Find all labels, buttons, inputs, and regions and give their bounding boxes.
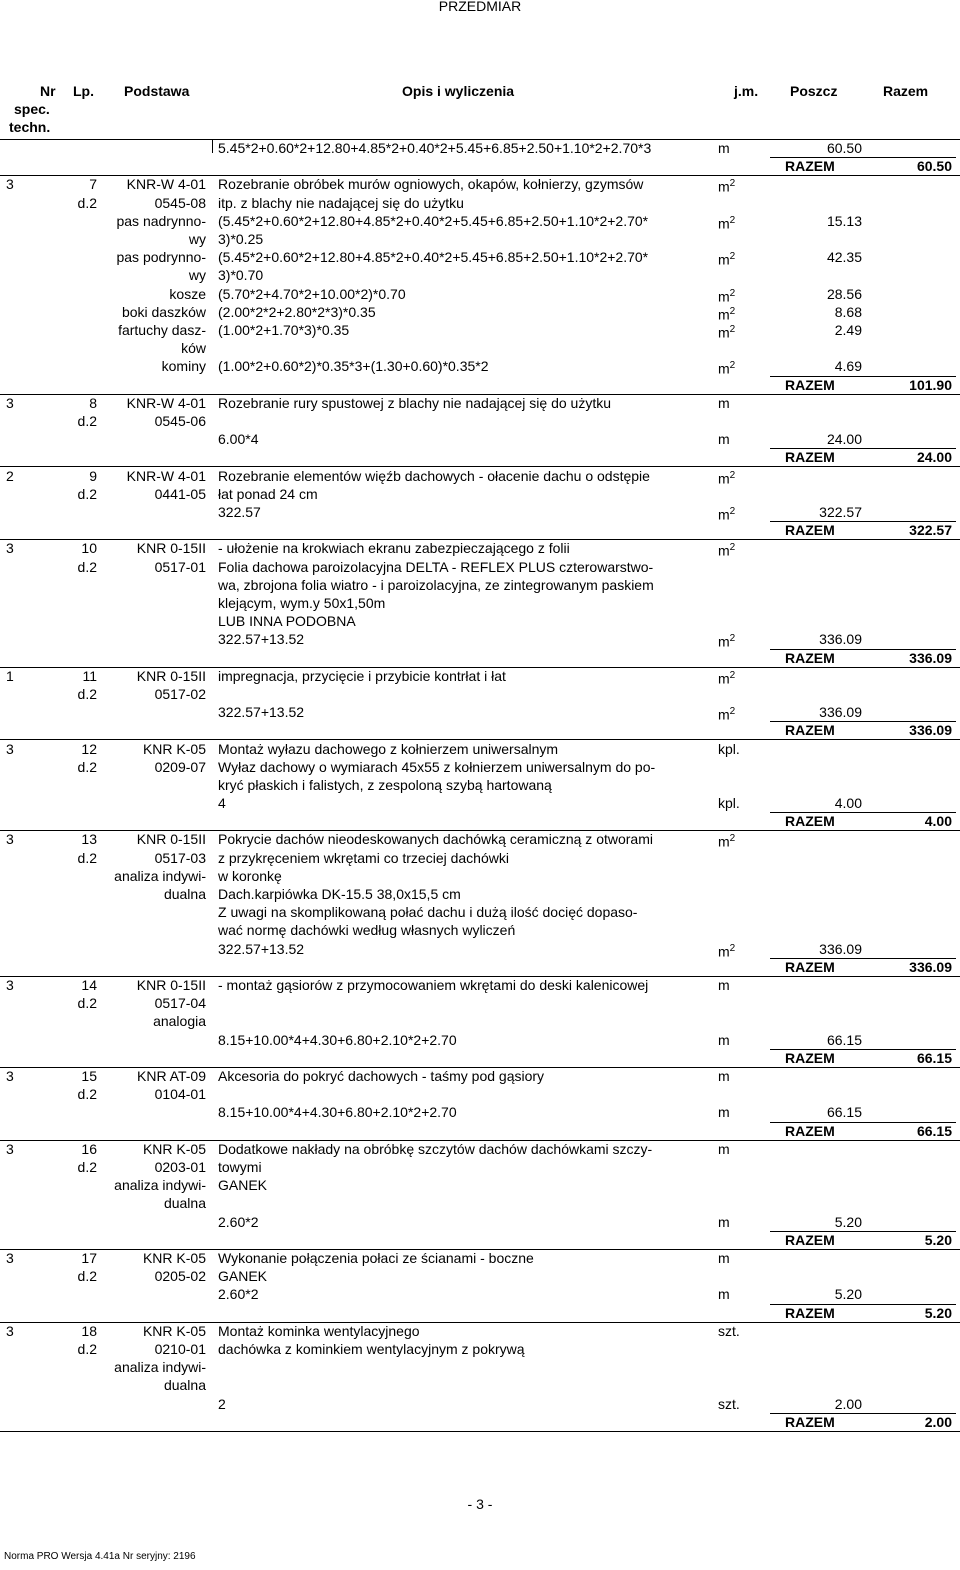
item-basis: KNR-W 4-01: [126, 395, 206, 411]
header-jm: j.m.: [734, 83, 759, 99]
item-unit: m: [718, 1032, 730, 1048]
item-description: towymi: [218, 1159, 262, 1175]
item-basis: KNR K-05: [142, 1250, 206, 1266]
razem-label: RAZEM: [785, 1123, 835, 1139]
item-basis: 0104-01: [154, 1086, 206, 1102]
item-partial: 2.00: [834, 1396, 862, 1412]
item-description: dachówka z kominkiem wentylacyjnym z pokrywą: [218, 1341, 525, 1357]
item-unit: $m^2$: [718, 178, 736, 195]
item-unit: $m^2$: [718, 670, 736, 687]
item-unit: $m^2$: [718, 470, 736, 487]
razem-label: RAZEM: [785, 959, 835, 975]
item-lp: 14: [81, 977, 97, 993]
item-unit: m: [718, 1250, 730, 1266]
item-partial: 24.00: [826, 431, 862, 447]
item-partial: 336.09: [819, 704, 862, 720]
item-basis: pas nadrynno-: [116, 213, 206, 229]
razem-value: 322.57: [909, 522, 952, 538]
item-spec-nr: 3: [6, 1250, 14, 1266]
header-divider-vertical: [212, 139, 213, 153]
item-unit: szt.: [718, 1396, 740, 1412]
item-description: klejącym, wym.y 50x1,50m: [218, 595, 386, 611]
item-description: (1.00*2+0.60*2)*0.35*3+(1.30+0.60)*0.35*2: [218, 358, 489, 374]
header-nr: Nr: [40, 83, 56, 99]
item-description: Montaż kominka wentylacyjnego: [218, 1323, 420, 1339]
item-separator: [0, 739, 960, 740]
item-unit: $m^2$: [718, 706, 736, 723]
item-description: 4: [218, 795, 226, 811]
item-basis: 0210-01: [154, 1341, 206, 1357]
item-description: (5.45*2+0.60*2+12.80+4.85*2+0.40*2+5.45+6.85+2.50+1.10*2+2.70*: [218, 213, 649, 229]
item-description: - ułożenie na krokwiach ekranu zabezpieczającego z folii: [218, 540, 570, 556]
total-line: [770, 1049, 956, 1050]
item-basis: KNR K-05: [142, 741, 206, 757]
item-unit: m: [718, 1068, 730, 1084]
razem-value: 24.00: [916, 449, 952, 465]
item-unit: m: [718, 1286, 730, 1302]
item-partial: 5.20: [834, 1286, 862, 1302]
header-opis: Opis i wyliczenia: [402, 83, 515, 99]
item-partial: 336.09: [819, 631, 862, 647]
header-poszcz: Poszcz: [790, 83, 838, 99]
item-description: Pokrycie dachów nieodeskowanych dachówką ceramiczną z otworami: [218, 831, 653, 847]
item-unit: m: [718, 1141, 730, 1157]
item-unit: $m^2$: [718, 324, 736, 341]
item-description: (5.70*2+4.70*2+10.00*2)*0.70: [218, 286, 406, 302]
item-description: 5.45*2+0.60*2+12.80+4.85*2+0.40*2+5.45+6.85+2.50+1.10*2+2.70*3: [218, 140, 652, 156]
item-description: w koronkę: [218, 868, 282, 884]
item-description: itp. z blachy nie nadającej się do użytku: [218, 195, 464, 211]
item-lp: 18: [81, 1323, 97, 1339]
item-description: impregnacja, przycięcie i przybicie kontrłat i łat: [218, 668, 506, 684]
item-partial: 5.20: [834, 1214, 862, 1230]
item-unit: $m^2$: [718, 360, 736, 377]
item-basis: KNR AT-09: [137, 1068, 206, 1084]
item-description: łat ponad 24 cm: [218, 486, 318, 502]
item-lp: 9: [89, 468, 97, 484]
total-line: [770, 649, 956, 650]
razem-label: RAZEM: [785, 449, 835, 465]
item-lp: d.2: [77, 195, 97, 211]
razem-label: RAZEM: [785, 377, 835, 393]
item-spec-nr: 3: [6, 741, 14, 757]
item-description: (1.00*2+1.70*3)*0.35: [218, 322, 350, 338]
item-lp: d.2: [77, 759, 97, 775]
razem-label: RAZEM: [785, 813, 835, 829]
item-description: 322.57+13.52: [218, 631, 305, 647]
item-spec-nr: 3: [6, 977, 14, 993]
item-unit: m: [718, 140, 730, 156]
item-description: (5.45*2+0.60*2+12.80+4.85*2+0.40*2+5.45+6.85+2.50+1.10*2+2.70*: [218, 249, 649, 265]
item-lp: d.2: [77, 850, 97, 866]
item-basis: fartuchy dasz-: [118, 322, 206, 338]
item-unit: $m^2$: [718, 633, 736, 650]
item-basis: KNR 0-15II: [136, 977, 206, 993]
item-partial: 60.50: [826, 140, 862, 156]
item-basis: dualna: [163, 1377, 206, 1393]
item-lp: d.2: [77, 486, 97, 502]
razem-value: 336.09: [909, 959, 952, 975]
item-basis: 0203-01: [154, 1159, 206, 1175]
item-basis: analiza indywi-: [114, 1359, 206, 1375]
item-basis: ków: [181, 340, 206, 356]
item-basis: 0209-07: [154, 759, 206, 775]
item-basis: KNR 0-15II: [136, 831, 206, 847]
razem-value: 2.00: [924, 1414, 952, 1430]
item-lp: 13: [81, 831, 97, 847]
item-basis: 0517-04: [154, 995, 206, 1011]
razem-label: RAZEM: [785, 522, 835, 538]
item-lp: 11: [82, 668, 97, 684]
item-lp: d.2: [77, 686, 97, 702]
item-partial: 336.09: [819, 941, 862, 957]
item-basis: 0517-01: [154, 559, 206, 575]
razem-label: RAZEM: [785, 650, 835, 666]
item-basis: 0517-02: [154, 686, 206, 702]
item-description: Rozebranie rury spustowej z blachy nie nadającej się do użytku: [218, 395, 611, 411]
total-line: [770, 1231, 956, 1232]
item-unit: m: [718, 1104, 730, 1120]
item-unit: $m^2$: [718, 542, 736, 559]
item-basis: pas podrynno-: [116, 249, 206, 265]
item-description: - montaż gąsiorów z przymocowaniem wkrętami do deski kalenicowej: [218, 977, 649, 993]
item-partial: 66.15: [826, 1104, 862, 1120]
header-podstawa: Podstawa: [124, 83, 190, 99]
item-partial: 8.68: [834, 304, 862, 320]
razem-label: RAZEM: [785, 1232, 835, 1248]
total-line: [770, 448, 956, 449]
item-description: Wykonanie połączenia połaci ze ścianami - boczne: [218, 1250, 534, 1266]
total-line: [770, 521, 956, 522]
document-title: PRZEDMIAR: [438, 0, 522, 14]
item-basis: KNR K-05: [142, 1323, 206, 1339]
item-basis: dualna: [163, 1195, 206, 1211]
item-separator: [0, 466, 960, 467]
razem-value: 336.09: [909, 722, 952, 738]
item-basis: wy: [188, 231, 206, 247]
total-line: [770, 812, 956, 813]
item-description: 6.00*4: [218, 431, 259, 447]
item-unit: m: [718, 1214, 730, 1230]
item-lp: d.2: [77, 413, 97, 429]
item-basis: KNR-W 4-01: [126, 176, 206, 192]
item-basis: dualna: [163, 886, 206, 902]
item-partial: 66.15: [826, 1032, 862, 1048]
item-lp: d.2: [77, 559, 97, 575]
razem-value: 336.09: [909, 650, 952, 666]
header-spec: spec.: [14, 101, 50, 117]
header-razem: Razem: [883, 83, 929, 99]
razem-value: 101.90: [909, 377, 952, 393]
total-line: [770, 1304, 956, 1305]
item-basis: analiza indywi-: [114, 868, 206, 884]
item-partial: 2.49: [834, 322, 862, 338]
item-description: wać normę dachówki według własnych wyliczeń: [218, 922, 516, 938]
item-partial: 322.57: [819, 504, 862, 520]
item-basis: analogia: [153, 1013, 206, 1029]
item-unit: $m^2$: [718, 306, 736, 323]
total-line: [770, 1413, 956, 1414]
item-lp: 15: [81, 1068, 97, 1084]
item-description: Dodatkowe nakłady na obróbkę szczytów dachów dachówkami szczy-: [218, 1141, 653, 1157]
razem-label: RAZEM: [785, 1414, 835, 1430]
item-spec-nr: 3: [6, 1323, 14, 1339]
item-spec-nr: 3: [6, 176, 14, 192]
item-description: LUB INNA PODOBNA: [218, 613, 356, 629]
total-line: [770, 958, 956, 959]
item-unit: $m^2$: [718, 943, 736, 960]
item-partial: 4.69: [834, 358, 862, 374]
footer-text: Norma PRO Wersja 4.41a Nr seryjny: 2196: [4, 1551, 196, 1562]
item-basis: kominy: [161, 358, 206, 374]
item-basis: kosze: [169, 286, 206, 302]
razem-value: 5.20: [924, 1305, 952, 1321]
item-description: 3)*0.25: [218, 231, 264, 247]
item-description: Wyłaz dachowy o wymiarach 45x55 z kołnierzem uniwersalnym do po-: [218, 759, 656, 775]
item-lp: 17: [81, 1250, 97, 1266]
item-unit: m: [718, 395, 730, 411]
item-description: Montaż wyłazu dachowego z kołnierzem uniwersalnym: [218, 741, 559, 757]
item-lp: 7: [89, 176, 97, 192]
item-unit: m: [718, 431, 730, 447]
razem-label: RAZEM: [785, 1305, 835, 1321]
item-basis: KNR K-05: [142, 1141, 206, 1157]
razem-value: 5.20: [924, 1232, 952, 1248]
item-basis: 0545-06: [154, 413, 206, 429]
item-spec-nr: 2: [6, 468, 14, 484]
item-spec-nr: 3: [6, 831, 14, 847]
item-lp: 16: [81, 1141, 97, 1157]
item-basis: 0205-02: [154, 1268, 206, 1284]
item-spec-nr: 3: [6, 395, 14, 411]
item-lp: d.2: [77, 995, 97, 1011]
total-line: [770, 376, 956, 377]
item-lp: 8: [89, 395, 97, 411]
razem-value: 66.15: [916, 1050, 952, 1066]
item-description: 8.15+10.00*4+4.30+6.80+2.10*2+2.70: [218, 1032, 457, 1048]
item-description: (2.00*2*2+2.80*2*3)*0.35: [218, 304, 376, 320]
item-basis: KNR 0-15II: [136, 540, 206, 556]
item-description: Rozebranie elementów więźb dachowych - ołacenie dachu o odstępie: [218, 468, 650, 484]
item-lp: d.2: [77, 1159, 97, 1175]
total-line: [770, 157, 956, 158]
razem-label: RAZEM: [785, 1050, 835, 1066]
item-basis: wy: [188, 267, 206, 283]
item-description: 2: [218, 1396, 226, 1412]
item-spec-nr: 1: [6, 668, 14, 684]
item-spec-nr: 3: [6, 540, 14, 556]
razem-label: RAZEM: [785, 722, 835, 738]
item-description: Z uwagi na skomplikowaną połać dachu i dużą ilość docięć dopaso-: [218, 904, 638, 920]
item-unit: $m^2$: [718, 506, 736, 523]
razem-value: 60.50: [916, 158, 952, 174]
item-description: 2.60*2: [218, 1286, 259, 1302]
razem-value: 66.15: [916, 1123, 952, 1139]
item-description: 322.57+13.52: [218, 941, 305, 957]
total-line: [770, 1122, 956, 1123]
item-lp: 10: [81, 540, 97, 556]
header-techn: techn.: [9, 119, 51, 135]
item-unit: $m^2$: [718, 215, 736, 232]
item-description: GANEK: [218, 1177, 268, 1193]
total-line: [770, 721, 956, 722]
item-partial: 15.13: [826, 213, 862, 229]
item-basis: KNR 0-15II: [136, 668, 206, 684]
page-number: - 3 -: [467, 1496, 493, 1512]
item-description: 3)*0.70: [218, 267, 264, 283]
item-lp: d.2: [77, 1086, 97, 1102]
header-lp: Lp.: [73, 83, 94, 99]
item-unit: m: [718, 977, 730, 993]
item-lp: 12: [81, 741, 97, 757]
item-lp: d.2: [77, 1268, 97, 1284]
item-description: 2.60*2: [218, 1214, 259, 1230]
item-unit: $m^2$: [718, 288, 736, 305]
item-spec-nr: 3: [6, 1068, 14, 1084]
item-partial: 28.56: [826, 286, 862, 302]
item-description: Folia dachowa paroizolacyjna DELTA - REFLEX PLUS czterowarstwo-: [218, 559, 654, 575]
item-basis: KNR-W 4-01: [126, 468, 206, 484]
item-unit: $m^2$: [718, 251, 736, 268]
item-description: 8.15+10.00*4+4.30+6.80+2.10*2+2.70: [218, 1104, 457, 1120]
item-description: Dach.karpiówka DK-15.5 38,0x15,5 cm: [218, 886, 461, 902]
item-basis: boki daszków: [121, 304, 206, 320]
item-partial: 4.00: [834, 795, 862, 811]
item-unit: kpl.: [718, 795, 740, 811]
item-basis: 0517-03: [154, 850, 206, 866]
item-unit: szt.: [718, 1323, 740, 1339]
item-lp: d.2: [77, 1341, 97, 1357]
item-description: Akcesoria do pokryć dachowych - taśmy pod gąsiory: [218, 1068, 545, 1084]
item-description: z przykręceniem wkrętami co trzeciej dachówki: [218, 850, 509, 866]
item-description: kryć płaskich i falistych, z zespoloną szybą hartowaną: [218, 777, 552, 793]
item-separator: [0, 1431, 960, 1432]
item-description: 322.57: [218, 504, 261, 520]
item-spec-nr: 3: [6, 1141, 14, 1157]
item-description: 322.57+13.52: [218, 704, 305, 720]
item-description: Rozebranie obróbek murów ogniowych, okapów, kołnierzy, gzymsów: [218, 176, 644, 192]
razem-value: 4.00: [924, 813, 952, 829]
item-unit: $m^2$: [718, 833, 736, 850]
item-basis: 0441-05: [154, 486, 206, 502]
item-partial: 42.35: [826, 249, 862, 265]
item-unit: kpl.: [718, 741, 740, 757]
item-basis: analiza indywi-: [114, 1177, 206, 1193]
item-basis: 0545-08: [154, 195, 206, 211]
item-description: wa, zbrojona folia wiatro - i paroizolacyjna, ze zintegrowanym paskiem: [218, 577, 654, 593]
item-description: GANEK: [218, 1268, 268, 1284]
razem-label: RAZEM: [785, 158, 835, 174]
